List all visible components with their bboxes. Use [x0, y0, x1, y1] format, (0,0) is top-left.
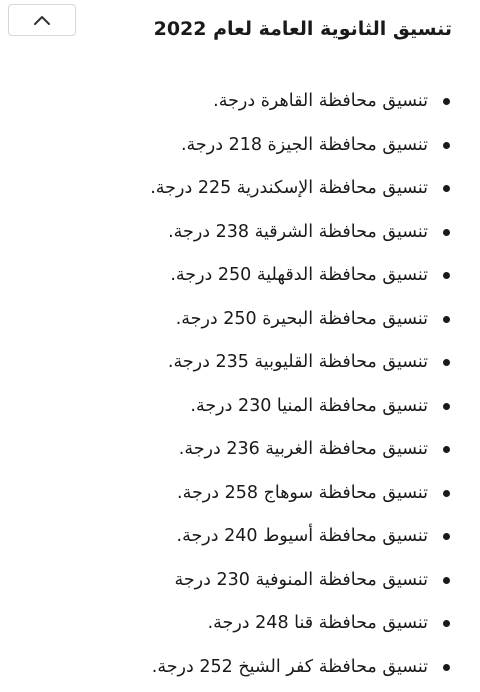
- bullet-icon: [443, 185, 450, 192]
- bullet-icon: [443, 620, 450, 627]
- bullet-icon: [443, 533, 450, 540]
- list-item-text: تنسيق محافظة الدقهلية 250 درجة.: [170, 265, 428, 285]
- bullet-icon: [443, 316, 450, 323]
- bullet-icon: [443, 490, 450, 497]
- list-item-text: تنسيق محافظة سوهاج 258 درجة.: [177, 482, 428, 503]
- list-item-text: تنسيق محافظة الغربية 236 درجة.: [178, 439, 428, 459]
- bullet-icon: [443, 359, 450, 366]
- list-item: [150, 167, 428, 211]
- collapse-button[interactable]: [8, 4, 76, 36]
- bullet-icon: [443, 272, 450, 279]
- list-item-text: تنسيق محافظة المنيا 230 درجة.: [190, 395, 428, 416]
- bullet-icon: [443, 142, 450, 149]
- list-item: [150, 298, 428, 342]
- list-item: [150, 428, 428, 472]
- list-item-text: تنسيق محافظة القليوبية 235 درجة.: [167, 352, 428, 372]
- list-item: [150, 341, 428, 385]
- list-item-text: تنسيق محافظة كفر الشيخ 252 درجة.: [151, 656, 428, 677]
- list-item-text: تنسيق محافظة البحيرة 250 درجة.: [175, 308, 428, 329]
- bullet-icon: [443, 446, 450, 453]
- list-item: [150, 211, 428, 255]
- list-item-text: تنسيق محافظة القاهرة درجة.: [213, 91, 428, 111]
- bullet-icon: [443, 664, 450, 671]
- list-item: [150, 646, 428, 690]
- list-item: [150, 385, 428, 429]
- list-item: [150, 559, 428, 603]
- list-item-text: تنسيق محافظة قنا 248 درجة.: [207, 613, 428, 633]
- list-item: [150, 254, 428, 298]
- page-title: تنسيق الثانوية العامة لعام 2022: [153, 18, 452, 40]
- list-item: [150, 515, 428, 559]
- list-item: [150, 124, 428, 168]
- bullet-icon: [443, 98, 450, 105]
- list-item-text: تنسيق محافظة المنوفية 230 درجة: [174, 569, 428, 590]
- list-item: [150, 472, 428, 516]
- coordination-list: [150, 80, 428, 689]
- list-item-text: تنسيق محافظة الشرقية 238 درجة.: [168, 221, 428, 242]
- list-item: [150, 80, 428, 124]
- chevron-up-icon: [32, 14, 52, 26]
- bullet-icon: [443, 403, 450, 410]
- list-item-text: تنسيق محافظة الجيزة 218 درجة.: [180, 134, 428, 155]
- list-item: [150, 602, 428, 646]
- list-item-text: تنسيق محافظة الإسكندرية 225 درجة.: [150, 178, 428, 198]
- bullet-icon: [443, 229, 450, 236]
- list-item-text: تنسيق محافظة أسيوط 240 درجة.: [176, 526, 428, 546]
- bullet-icon: [443, 577, 450, 584]
